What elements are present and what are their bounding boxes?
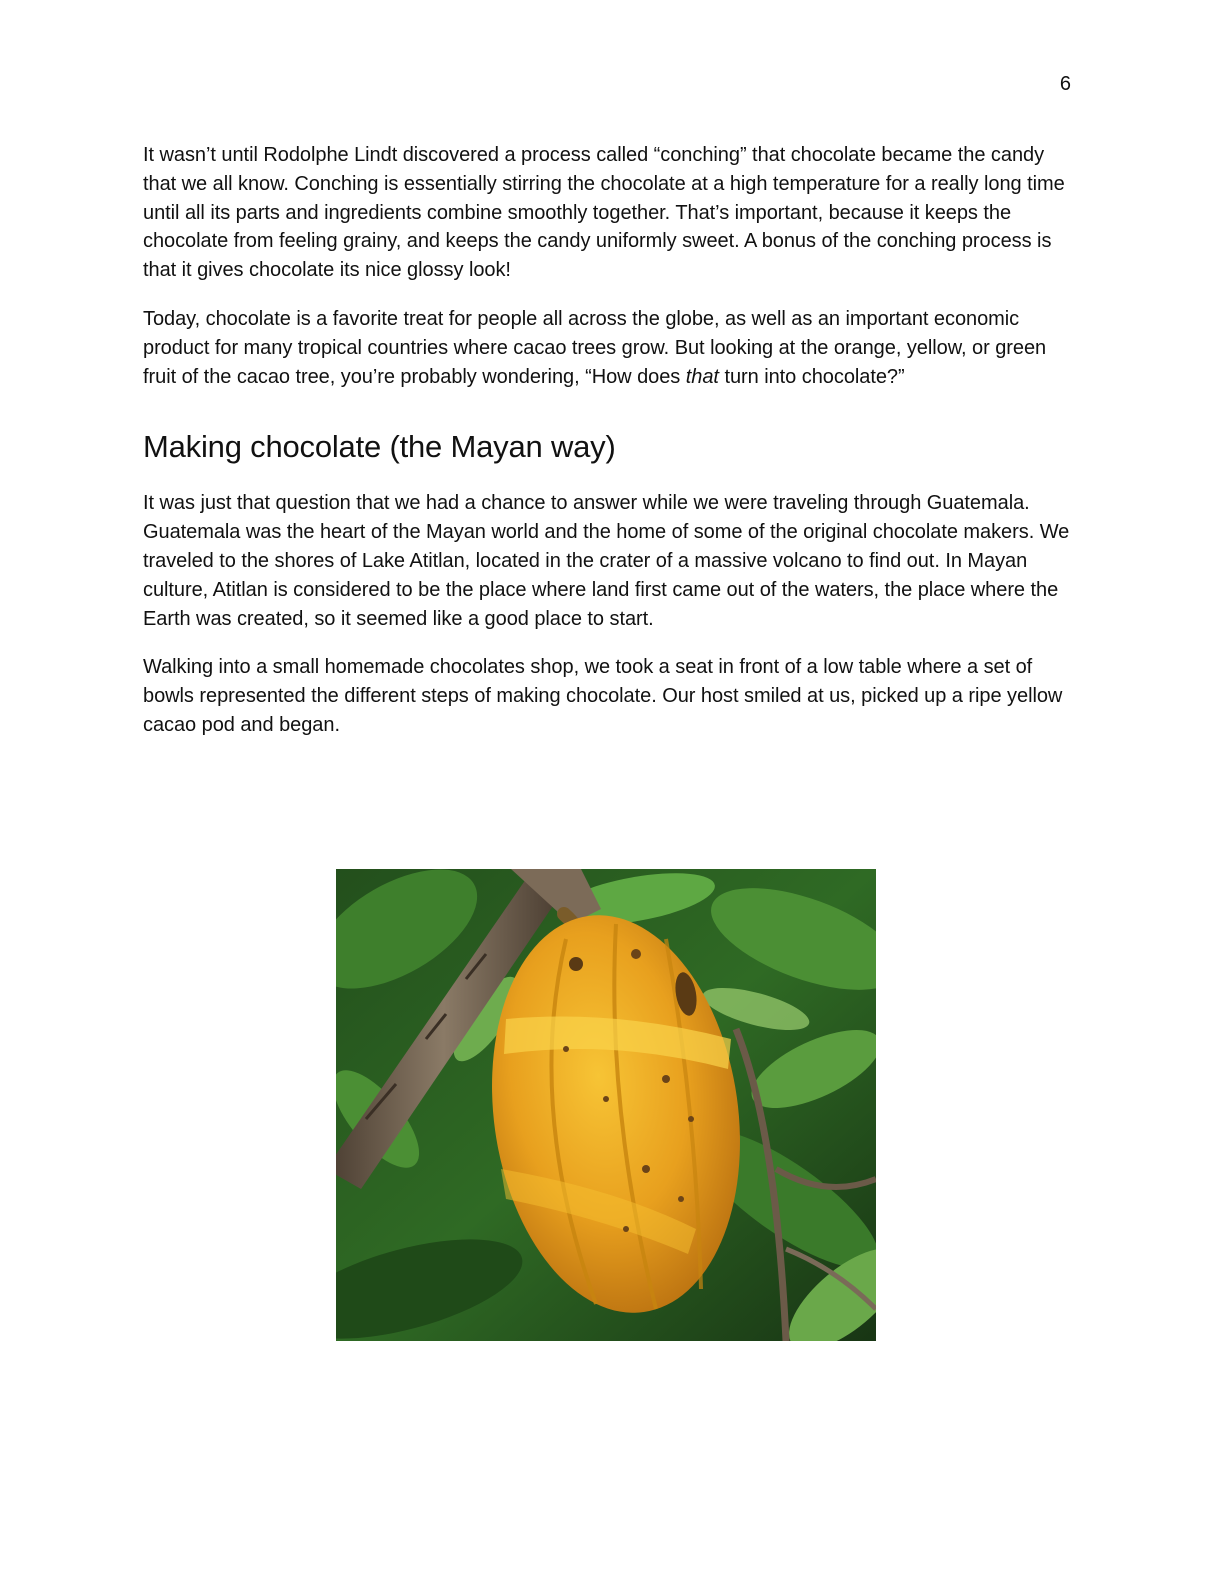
paragraph-today-emphasis: that — [685, 365, 719, 388]
paragraph-chocolate-shop: Walking into a small homemade chocolates shop, we took a seat in front of a low table where a set of bowls represented the different steps of making chocolate. Our host smiled at us, picked up a ripe yellow cacao pod and began. — [143, 656, 1063, 736]
paragraph-today-text-end: turn into chocolate?” — [718, 365, 905, 388]
cacao-pod-illustration — [336, 869, 876, 1341]
page-body — [143, 141, 1073, 760]
paragraph-today-text-start: Today, chocolate is a favorite treat for people all across the globe, as well as an important economic product for many tropical countries where cacao trees grow. But looking at the orange, yellow, or green fruit of the cacao tree, you’re probably wondering, “How does — [143, 307, 1047, 388]
paragraph-conching: It wasn’t until Rodolphe Lindt discovered a process called “conching” that chocolate became the candy that we all know. Conching is essentially stirring the chocolate at a high temperature for a really long time until all its parts and ingredients combine smoothly together. That’s important, because it keeps the chocolate from feeling grainy, and keeps the candy uniformly sweet. A bonus of the conching process is that it gives chocolate its nice glossy look! — [143, 144, 1065, 282]
cacao-pod-photo — [336, 869, 876, 1341]
section-heading: Making chocolate (the Mayan way) — [143, 429, 616, 465]
page-number: 6 — [1059, 73, 1071, 95]
paragraph-guatemala: It was just that question that we had a chance to answer while we were traveling through Guatemala. Guatemala was the heart of the Mayan world and the home of some of the original chocolate makers. We traveled to the shores of Lake Atitlan, located in the crater of a massive volcano to find out. In Mayan culture, Atitlan is considered to be the place where land first came out of the waters, the place where the Earth was created, so it seemed like a good place to start. — [143, 492, 1070, 630]
paragraph-today — [143, 305, 1073, 391]
